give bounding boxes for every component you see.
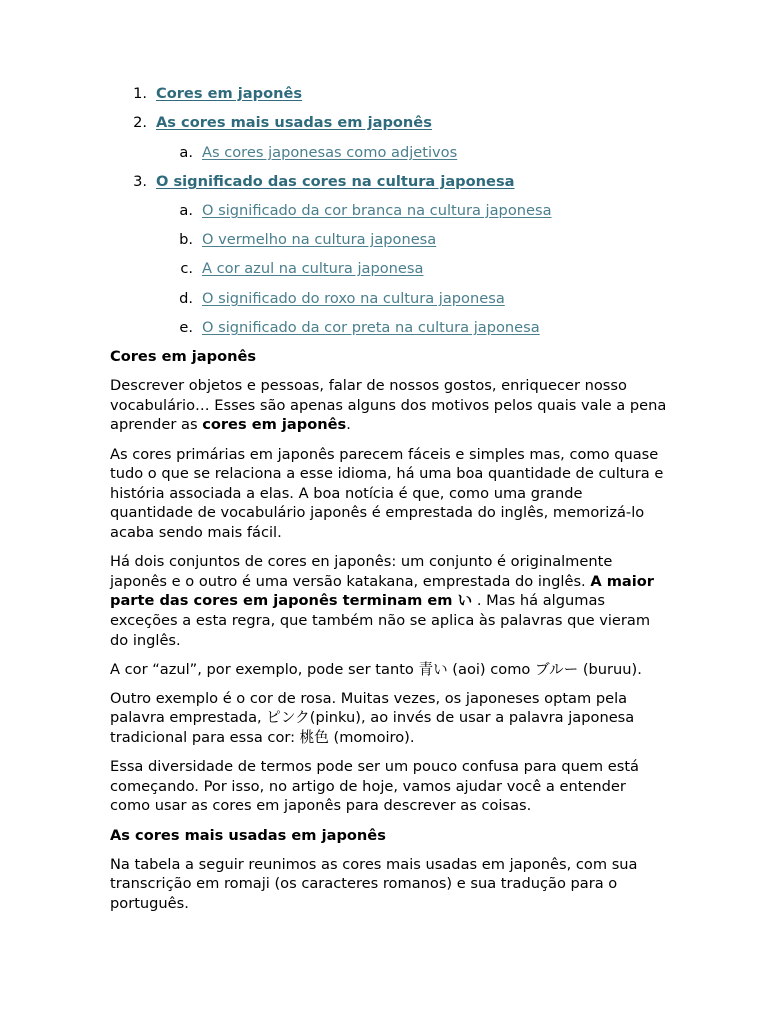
paragraph — [110, 376, 670, 435]
text-run: Descrever objetos e pessoas, falar de nossos gostos, enriquecer nosso vocabulário… Esses são apenas alguns dos motivos pelos quais vale a pena aprender as — [110, 377, 667, 434]
toc-number: d. — [179, 290, 193, 307]
toc-number: 2. — [133, 114, 147, 131]
paragraph: Outro exemplo é o cor de rosa. Muitas vezes, os japoneses optam pela palavra emprestada, ピンク(pinku), ao invés de usar a palavra japonesa tradicional para essa cor: 桃色 (momoiro). — [110, 689, 635, 747]
toc-link-cores-mais-usadas[interactable]: As cores mais usadas em japonês — [156, 114, 432, 131]
toc-number: b. — [179, 231, 193, 248]
toc-link-cor-azul[interactable]: A cor azul na cultura japonesa — [202, 260, 424, 277]
paragraph: A cor “azul”, por exemplo, pode ser tanto 青い (aoi) como ブルー (buruu). — [110, 660, 642, 678]
toc-link-vermelho[interactable]: O vermelho na cultura japonesa — [202, 231, 437, 248]
toc-number: a. — [179, 144, 193, 161]
text-run: . — [346, 416, 351, 434]
toc-link-cores-em-japones[interactable]: Cores em japonês — [156, 85, 303, 102]
paragraph: Na tabela a seguir reunimos as cores mais usadas em japonês, com sua transcrição em romaji (os caracteres romanos) e sua tradução para o português. — [110, 855, 638, 912]
text-run: Há dois conjuntos de cores en japonês: um conjunto é originalmente japonês e o outro é uma versão katakana, emprestada do inglês. — [110, 553, 613, 590]
bold-text: A maior parte das cores em japonês terminam em い — [110, 572, 654, 610]
paragraph: Essa diversidade de termos pode ser um pouco confusa para quem está começando. Por isso, no artigo de hoje, vamos ajudar você a entender como usar as cores em japonês para descrever as coisas. — [110, 758, 639, 815]
toc-number: 3. — [133, 173, 147, 190]
toc-link-cor-branca[interactable]: O significado da cor branca na cultura japonesa — [202, 202, 552, 219]
toc-number: a. — [179, 202, 193, 219]
toc-link-roxo[interactable]: O significado do roxo na cultura japonesa — [202, 290, 505, 307]
toc-number: 1. — [133, 85, 147, 102]
paragraph: As cores primárias em japonês parecem fáceis e simples mas, como quase tudo o que se relaciona a esse idioma, há uma boa quantidade de cultura e história associada a elas. A boa notícia é que, como uma grande quantidade de vocabulário japonês é emprestada do inglês, memorizá-lo acaba sendo mais fácil. — [110, 445, 664, 541]
section-heading-cores-mais-usadas: As cores mais usadas em japonês — [110, 826, 386, 844]
paragraph — [110, 552, 670, 650]
toc-number: c. — [180, 260, 193, 277]
article-body — [110, 347, 670, 923]
bold-text: cores em japonês — [202, 416, 347, 434]
toc-link-cores-adjetivos[interactable]: As cores japonesas como adjetivos — [202, 144, 458, 161]
toc-number: e. — [179, 319, 193, 336]
toc-link-significado-cores[interactable]: O significado das cores na cultura japonesa — [156, 173, 515, 190]
toc-link-cor-preta[interactable]: O significado da cor preta na cultura japonesa — [202, 319, 540, 336]
text-run: . Mas há algumas exceções a esta regra, que também não se aplica às palavras que vieram do inglês. — [110, 592, 651, 649]
section-heading-cores-em-japones: Cores em japonês — [110, 348, 257, 365]
